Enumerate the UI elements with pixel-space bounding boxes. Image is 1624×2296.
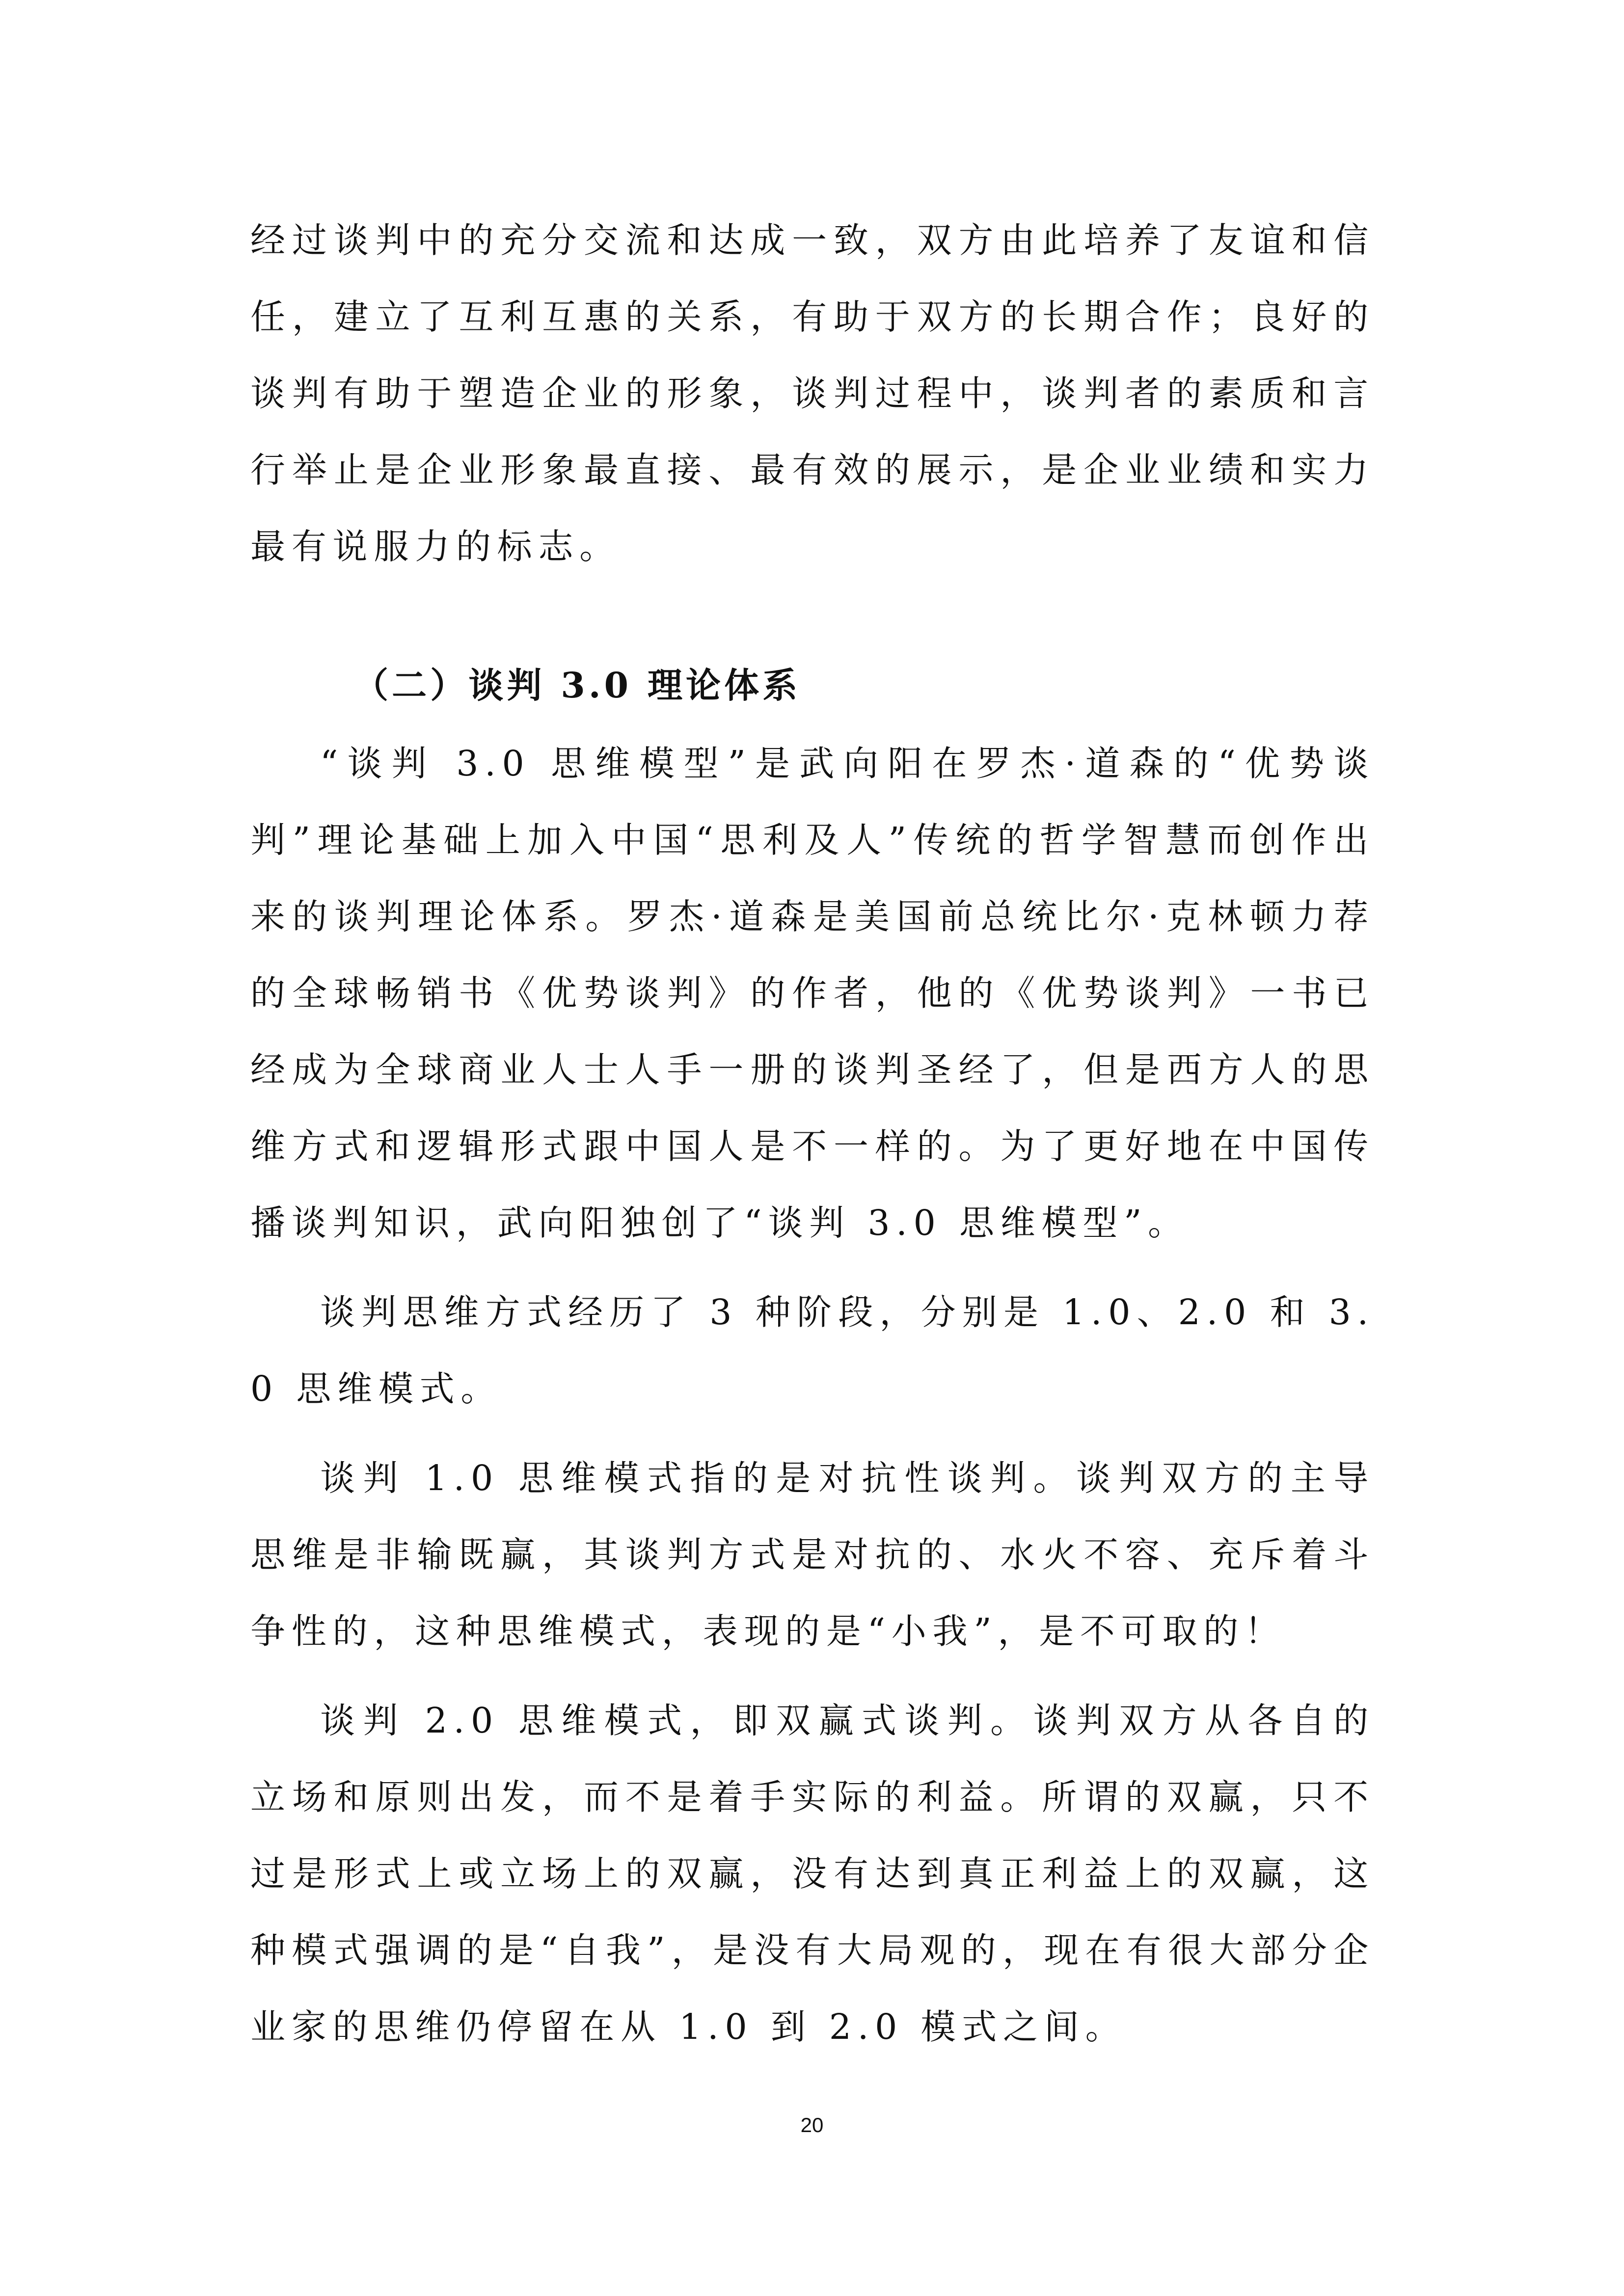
body-paragraph: “谈判 3.0 思维模型”是武向阳在罗杰·道森的“优势谈判”理论基础上加入中国“思利及人”传统的哲学智慧而创作出来的谈判理论体系。罗杰·道森是美国前总统比尔·克林顿力荐的全球畅销书《优势谈判》的作者，他的《优势谈判》一书已经成为全球商业人士人手一册的谈判圣经了，但是西方人的思维方式和逻辑形式跟中国人是不一样的。为了更好地在中国传播谈判知识，武向阳独创了“谈判 3.0 思维模型”。 xyxy=(250,743,1375,1243)
body-paragraph-continued: 经过谈判中的充分交流和达成一致，双方由此培养了友谊和信任，建立了互利互惠的关系，有助于双方的长期合作；良好的谈判有助于塑造企业的形象，谈判过程中，谈判者的素质和言行举止是企业形象最直接、最有效的展示，是企业业绩和实力最有说服力的标志。 xyxy=(250,220,1375,567)
page-number: 20 xyxy=(800,2113,824,2136)
section-heading: （二）谈判 3.0 理论体系 xyxy=(353,665,801,706)
body-paragraph: 谈判 1.0 思维模式指的是对抗性谈判。谈判双方的主导思维是非输既赢，其谈判方式是对抗的、水火不容、充斥着斗争性的，这种思维模式，表现的是“小我”，是不可取的！ xyxy=(250,1458,1375,1652)
page-body xyxy=(250,202,1375,2065)
body-paragraph: 谈判 2.0 思维模式，即双赢式谈判。谈判双方从各自的立场和原则出发，而不是着手实际的利益。所谓的双赢，只不过是形式上或立场上的双赢，没有达到真正利益上的双赢，这种模式强调的是“自我”，是没有大局观的，现在有很大部分企业家的思维仍停留在从 1.0 到 2.0 模式之间。 xyxy=(250,1700,1375,2047)
body-paragraph: 谈判思维方式经历了 3 种阶段，分别是 1.0、2.0 和 3.0 思维模式。 xyxy=(250,1292,1375,1409)
